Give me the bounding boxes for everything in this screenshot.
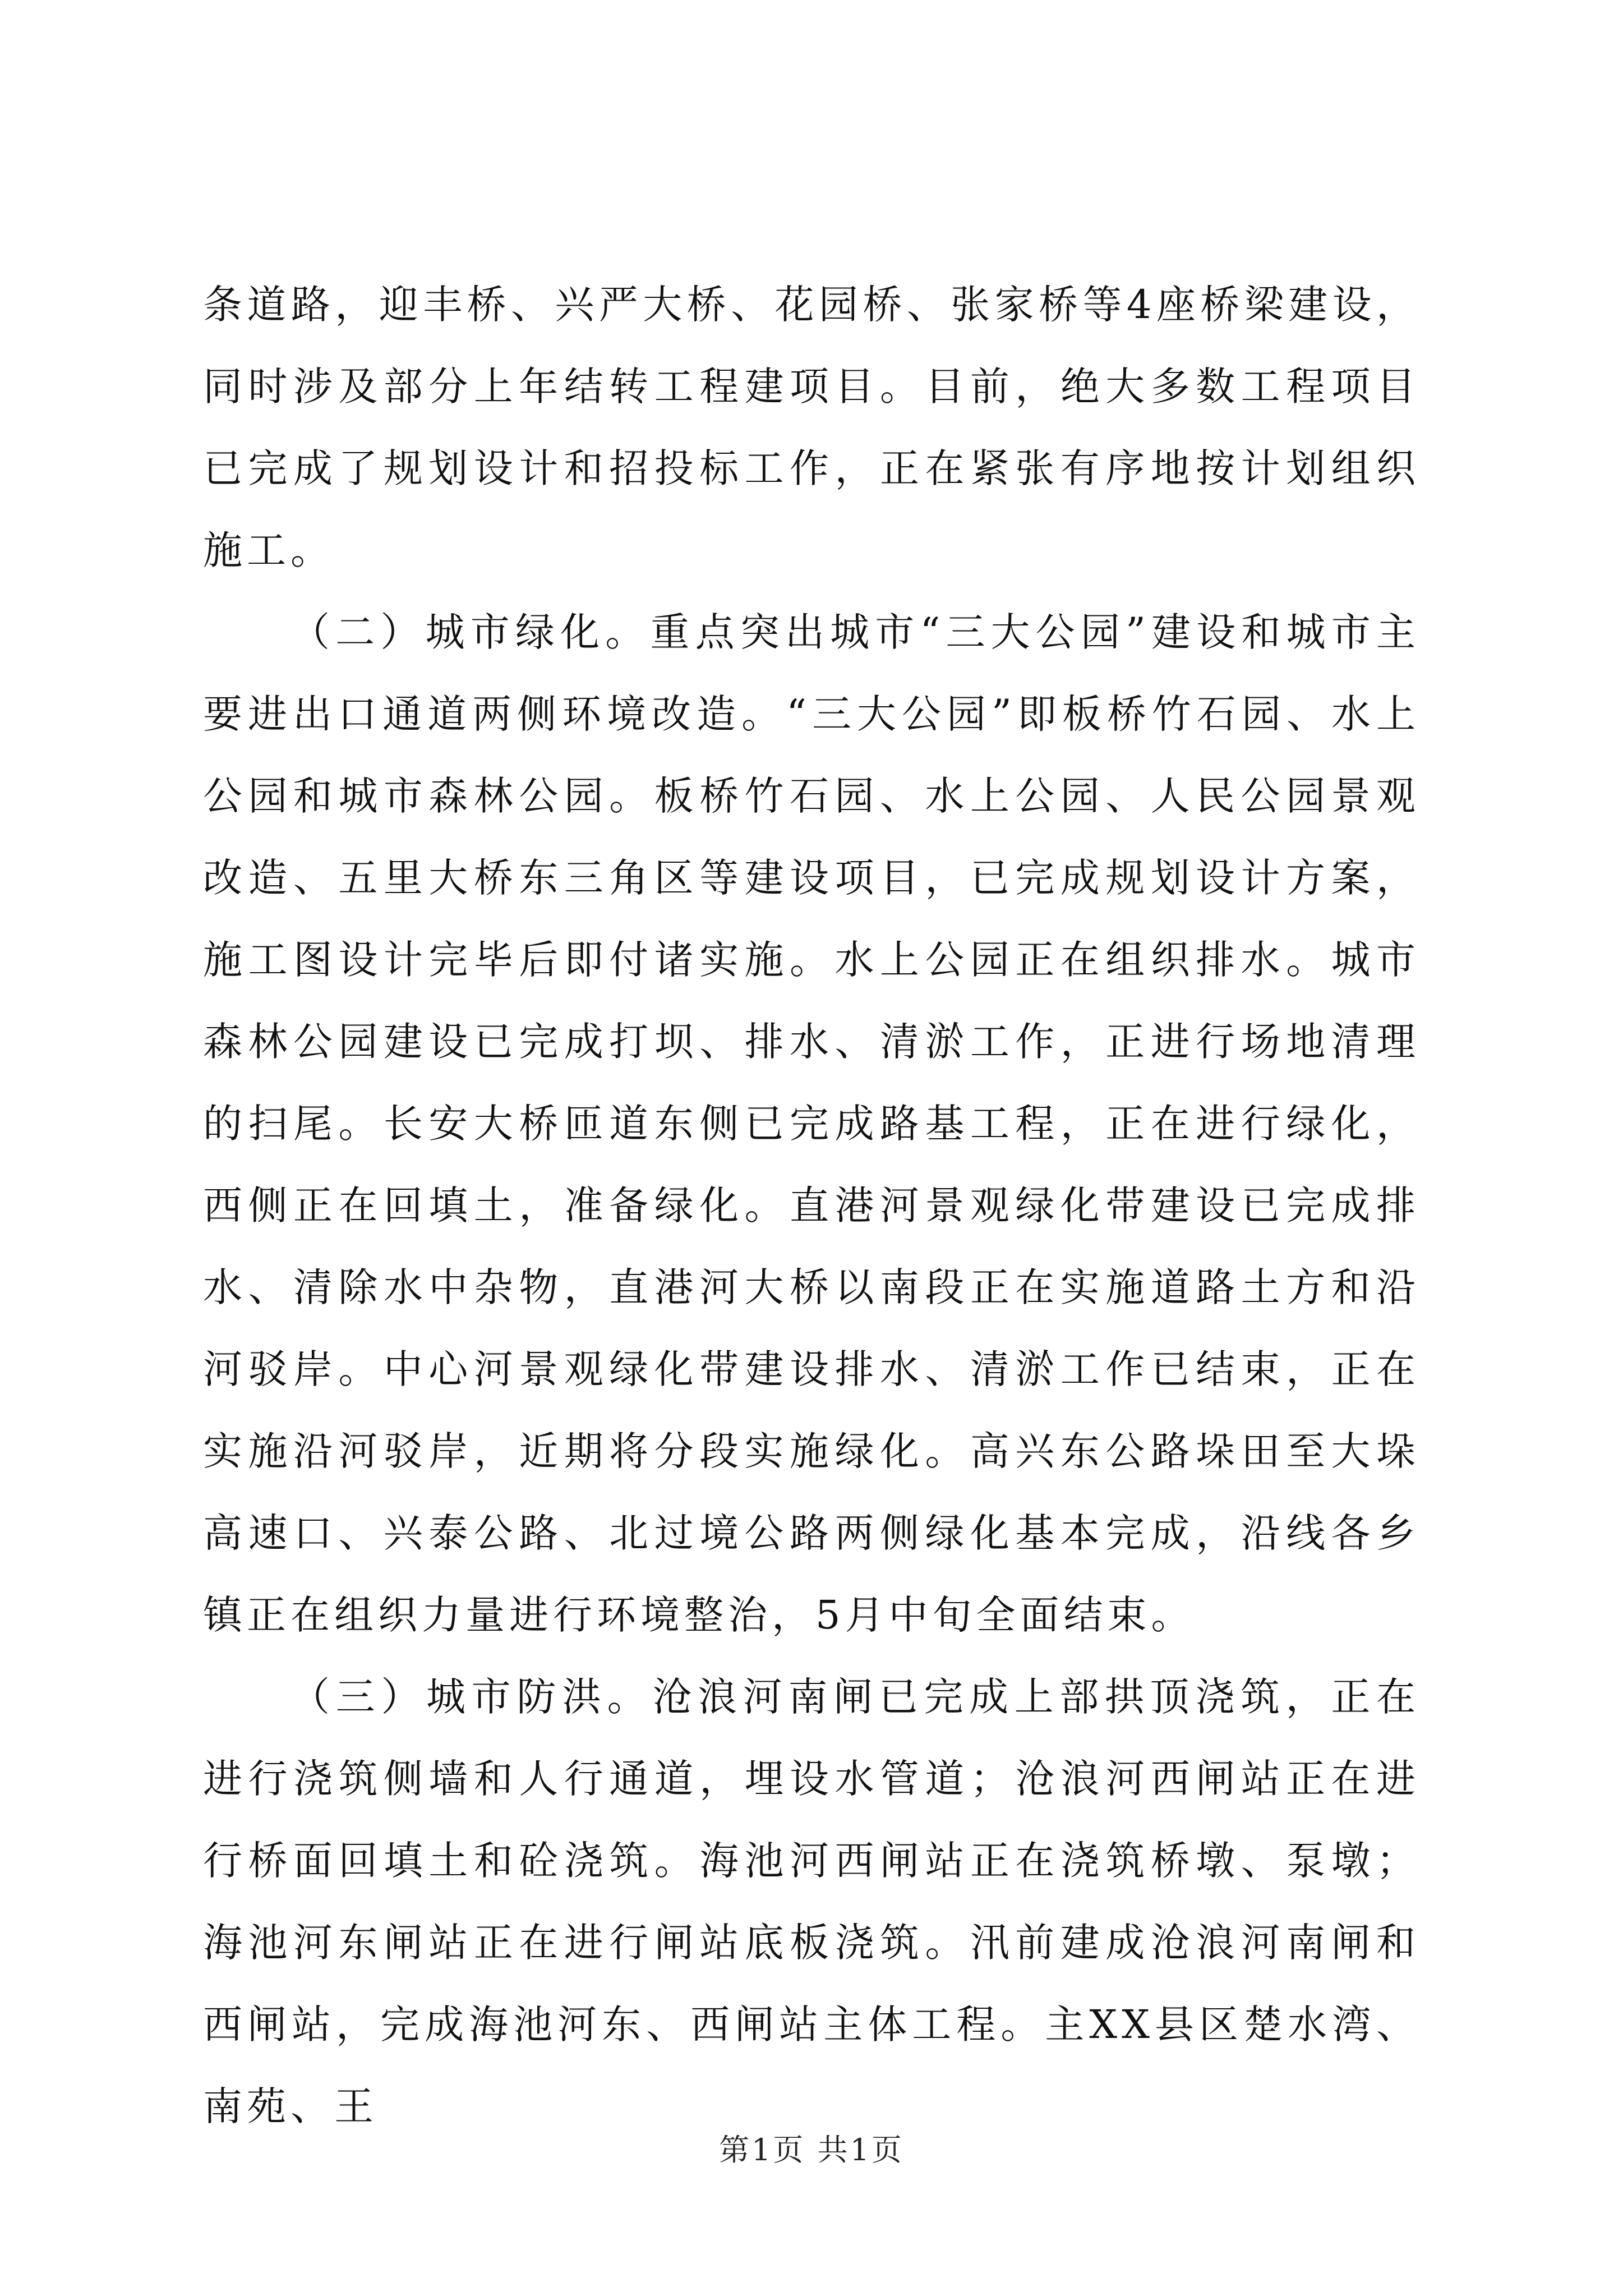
page-footer: 第1页 共1页: [719, 2132, 904, 2168]
document-body: [203, 264, 1420, 2147]
paragraph-city-greening: （二）城市绿化。重点突出城市“三大公园”建设和城市主要进出口通道两侧环境改造。“三大公园”即板桥竹石园、水上公园和城市森林公园。板桥竹石园、水上公园、人民公园景观改造、五里大桥东三角区等建设项目，已完成规划设计方案，施工图设计完毕后即付诸实施。水上公园正在组织排水。城市森林公园建设已完成打坝、排水、清淤工作，正进行场地清理的扫尾。长安大桥匝道东侧已完成路基工程，正在进行绿化，西侧正在回填土，准备绿化。直港河景观绿化带建设已完成排水、清除水中杂物，直港河大桥以南段正在实施道路土方和沿河驳岸。中心河景观绿化带建设排水、清淤工作已结束，正在实施沿河驳岸，近期将分段实施绿化。高兴东公路垛田至大垛高速口、兴泰公路、北过境公路两侧绿化基本完成，沿线各乡镇正在组织力量进行环境整治，5月中旬全面结束。: [203, 609, 1420, 1638]
paragraph-flood-control: （三）城市防洪。沧浪河南闸已完成上部拱顶浇筑，正在进行浇筑侧墙和人行通道，埋设水管道；沧浪河西闸站正在进行桥面回填土和砼浇筑。海池河西闸站正在浇筑桥墩、泵墩；海池河东闸站正在进行闸站底板浇筑。汛前建成沧浪河南闸和西闸站，完成海池河东、西闸站主体工程。主XX县区楚水湾、南苑、王: [203, 1674, 1420, 2129]
paragraph-continuation: 条道路，迎丰桥、兴严大桥、花园桥、张家桥等4座桥梁建设，同时涉及部分上年结转工程建项目。目前，绝大多数工程项目已完成了规划设计和招投标工作，正在紧张有序地按计划组织施工。: [203, 282, 1420, 573]
